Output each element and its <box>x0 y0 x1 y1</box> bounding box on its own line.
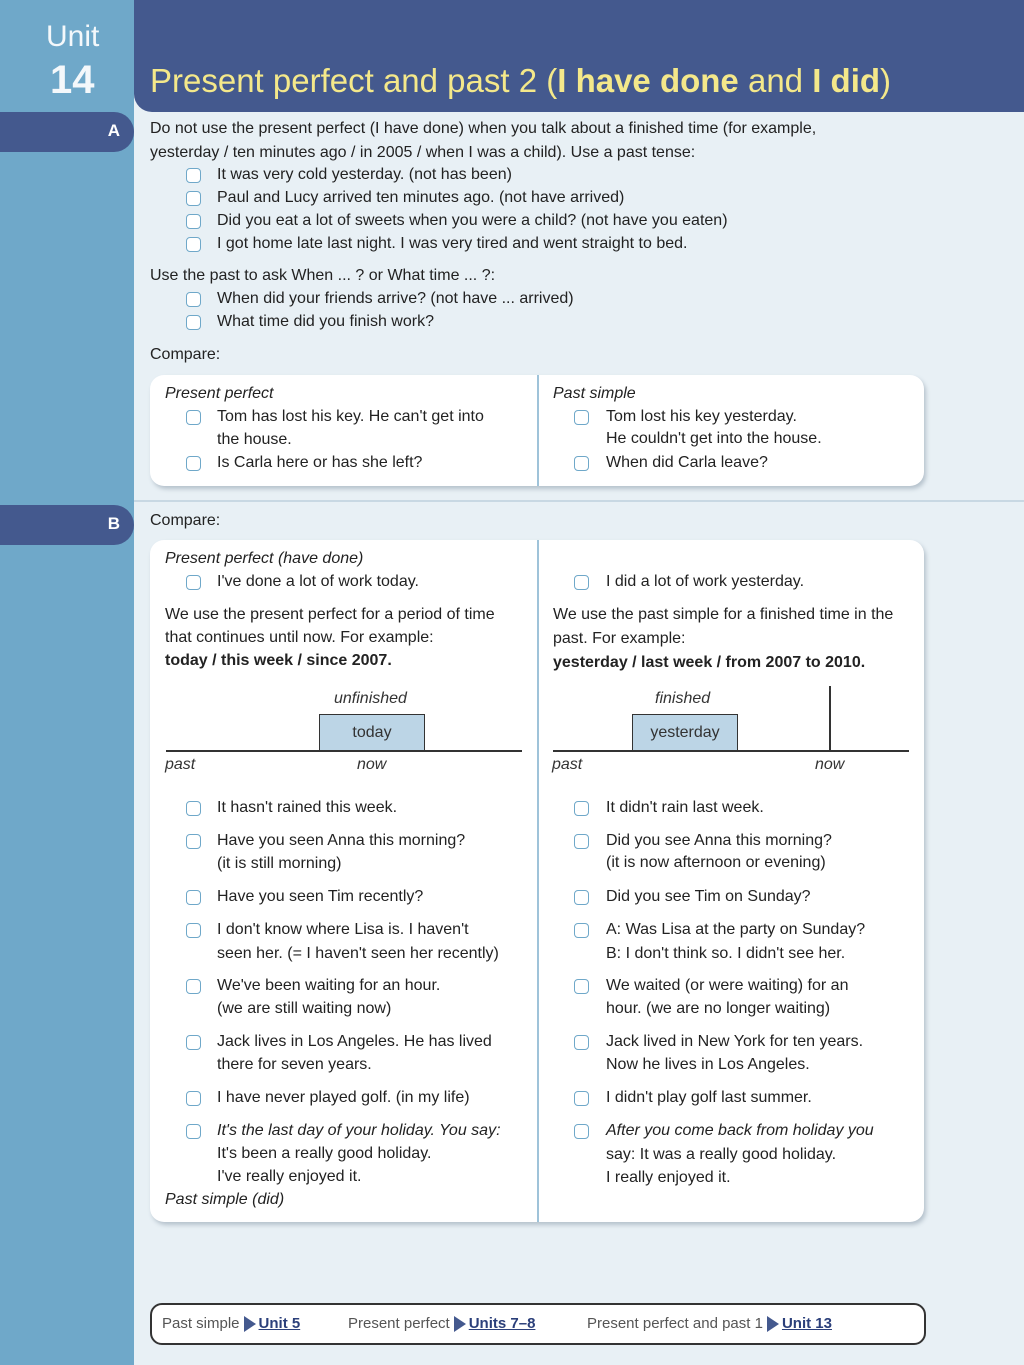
compare-box-divider <box>537 375 539 486</box>
left-item: It's the last day of your holiday. You say: <box>217 1122 501 1139</box>
left-item: (we are still waiting now) <box>217 1000 392 1017</box>
unit-number: 14 <box>50 58 95 102</box>
bullet-icon <box>186 191 201 206</box>
bullet-icon <box>186 237 201 252</box>
section-tab-b: B <box>0 505 134 545</box>
compare-right-heading: Past simple <box>553 385 636 402</box>
bullet-icon <box>186 979 201 994</box>
ask-example-2: What time did you finish work? <box>217 313 434 330</box>
bullet-icon <box>574 1124 589 1139</box>
timeline-now: now <box>357 756 387 773</box>
bullet-icon <box>574 979 589 994</box>
bullet-icon <box>186 456 201 471</box>
example-a-2: Paul and Lucy arrived ten minutes ago. (not have arrived) <box>217 189 625 206</box>
example-a-1: It was very cold yesterday. (not has been) <box>217 166 512 183</box>
compare-left-item: Is Carla here or has she left? <box>217 454 423 471</box>
left-item: there for seven years. <box>217 1056 372 1073</box>
left-desc: that continues until now. For example: <box>165 629 434 646</box>
timeline-past: past <box>165 756 196 773</box>
section-a-intro-2: yesterday / ten minutes ago / in 2005 / when I was a child). Use a past tense: <box>150 144 696 161</box>
bullet-icon <box>574 1091 589 1106</box>
left-item: It's been a really good holiday. <box>217 1145 432 1162</box>
past-simple-heading: Past simple (did) <box>165 1191 285 1208</box>
left-item: Have you seen Anna this morning? <box>217 832 466 849</box>
bullet-icon <box>574 456 589 471</box>
arrow-right-icon <box>767 1316 779 1332</box>
footer-ref: Present perfect and past 1 Unit 13 <box>587 1315 832 1332</box>
example-a-4: I got home late last night. I was very tired and went straight to bed. <box>217 235 688 252</box>
compare-left-item: Tom has lost his key. He can't get into <box>217 408 484 425</box>
unit-link[interactable]: Unit 13 <box>781 1315 832 1332</box>
bullet-icon <box>186 923 201 938</box>
footer-ref: Present perfect Units 7–8 <box>348 1315 536 1332</box>
right-item: Did you see Tim on Sunday? <box>606 888 811 905</box>
right-item: (it is now afternoon or evening) <box>606 854 826 871</box>
compare-label-b: Compare: <box>150 512 221 529</box>
right-item: Now he lives in Los Angeles. <box>606 1056 810 1073</box>
left-desc: today / this week / since 2007. <box>165 652 392 669</box>
footer-ref: Past simple Unit 5 <box>162 1315 301 1332</box>
right-item: B: I don't think so. I didn't see her. <box>606 945 846 962</box>
bullet-icon <box>186 1124 201 1139</box>
bullet-icon <box>186 214 201 229</box>
timeline-box-yesterday: yesterday <box>632 714 738 752</box>
ask-example-1: When did your friends arrive? (not have ... arrived) <box>217 290 574 307</box>
bullet-icon <box>574 834 589 849</box>
left-desc: We use the present perfect for a period of time <box>165 606 495 623</box>
timeline-bracket-unfinished: unfinished <box>334 690 407 707</box>
example-a-3: Did you eat a lot of sweets when you were a child? (not have you eaten) <box>217 212 728 229</box>
right-item: Jack lived in New York for ten years. <box>606 1033 864 1050</box>
right-desc: yesterday / last week / from 2007 to 2010. <box>553 654 866 671</box>
arrow-right-icon <box>244 1316 256 1332</box>
timeline-axis <box>553 750 909 752</box>
past-ask-text: Use the past to ask When ... ? or What time ... ?: <box>150 267 496 284</box>
section-a-intro-1: Do not use the present perfect (I have done) when you talk about a finished time (for example, <box>150 120 817 137</box>
unit-label: Unit <box>46 20 100 53</box>
right-item: We waited (or were waiting) for an <box>606 977 849 994</box>
unit-sidebar <box>0 0 134 1365</box>
right-item: After you come back from holiday you <box>606 1122 874 1139</box>
left-item: I have never played golf. (in my life) <box>217 1089 470 1106</box>
right-item: hour. (we are no longer waiting) <box>606 1000 831 1017</box>
left-item: Jack lives in Los Angeles. He has lived <box>217 1033 492 1050</box>
bullet-icon <box>574 1035 589 1050</box>
left-item: Have you seen Tim recently? <box>217 888 424 905</box>
compare-label-a: Compare: <box>150 346 221 363</box>
bullet-icon <box>186 1035 201 1050</box>
compare-box-b-divider <box>537 540 539 1222</box>
timeline-bracket-finished: finished <box>655 690 711 707</box>
left-item: seen her. (= I haven't seen her recently) <box>217 945 499 962</box>
bullet-icon <box>574 575 589 590</box>
compare-right-item: Tom lost his key yesterday. <box>606 408 797 425</box>
right-desc: past. For example: <box>553 630 686 647</box>
present-perfect-heading: Present perfect (have done) <box>165 550 364 567</box>
bullet-icon <box>574 923 589 938</box>
compare-left-item: the house. <box>217 431 292 448</box>
right-item: A: Was Lisa at the party on Sunday? <box>606 921 866 938</box>
left-item: I don't know where Lisa is. I haven't <box>217 921 469 938</box>
timeline-past: past <box>552 756 583 773</box>
section-tab-a: A <box>0 112 134 152</box>
right-item: It didn't rain last week. <box>606 799 764 816</box>
bullet-icon <box>186 890 201 905</box>
compare-right-item: He couldn't get into the house. <box>606 430 822 447</box>
right-item: Did you see Anna this morning? <box>606 832 832 849</box>
cross-reference-footer <box>150 1303 926 1345</box>
page-title: Present perfect and past 2 (I have done and I did) <box>150 62 892 99</box>
right-item: I really enjoyed it. <box>606 1169 731 1186</box>
compare-left-heading: Present perfect <box>165 385 274 402</box>
bullet-icon <box>574 410 589 425</box>
compare-right-item: When did Carla leave? <box>606 454 768 471</box>
left-example: I've done a lot of work today. <box>217 573 419 590</box>
bullet-icon <box>186 575 201 590</box>
left-item: I've really enjoyed it. <box>217 1168 362 1185</box>
right-item: I didn't play golf last summer. <box>606 1089 812 1106</box>
unit-link[interactable]: Units 7–8 <box>468 1315 536 1332</box>
timeline-axis <box>166 750 522 752</box>
bullet-icon <box>186 1091 201 1106</box>
timeline-now: now <box>815 756 845 773</box>
bullet-icon <box>574 890 589 905</box>
right-desc: We use the past simple for a finished time in the <box>553 606 894 623</box>
section-divider <box>134 500 1024 502</box>
bullet-icon <box>186 168 201 183</box>
timeline-box-today: today <box>319 714 425 752</box>
timeline-now-marker <box>829 686 831 750</box>
arrow-right-icon <box>454 1316 466 1332</box>
right-example: I did a lot of work yesterday. <box>606 573 805 590</box>
left-item: It hasn't rained this week. <box>217 799 398 816</box>
bullet-icon <box>186 834 201 849</box>
bullet-icon <box>186 292 201 307</box>
bullet-icon <box>574 801 589 816</box>
right-item: say: It was a really good holiday. <box>606 1146 837 1163</box>
left-item: (it is still morning) <box>217 855 342 872</box>
bullet-icon <box>186 410 201 425</box>
bullet-icon <box>186 315 201 330</box>
left-item: We've been waiting for an hour. <box>217 977 441 994</box>
bullet-icon <box>186 801 201 816</box>
unit-link[interactable]: Unit 5 <box>258 1315 301 1332</box>
